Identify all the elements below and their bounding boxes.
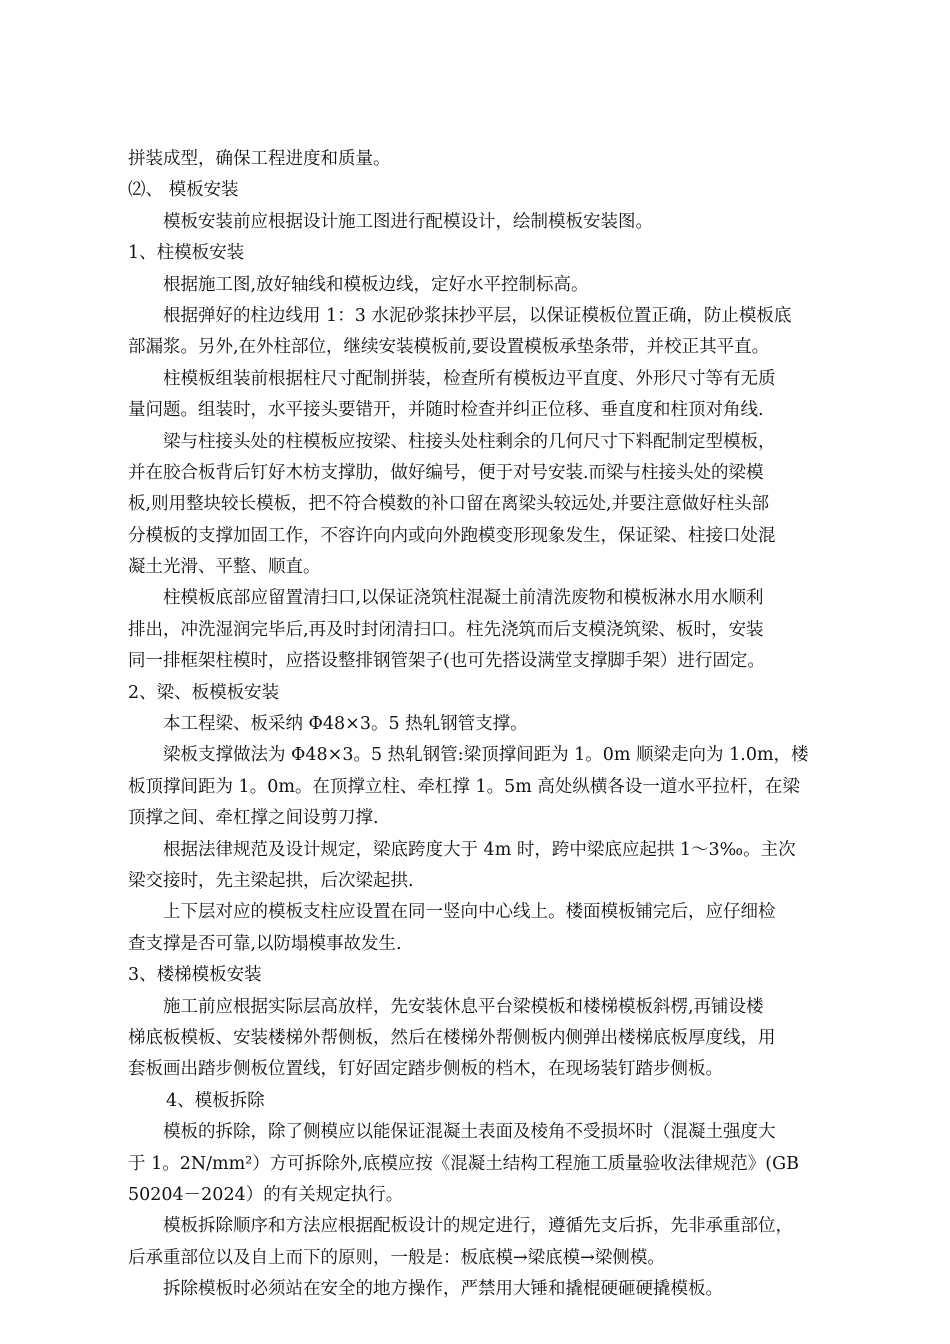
text-line: 部漏浆。另外,在外柱部位，继续安装模板前,要设置模板承垫条带，并校正其平直。 xyxy=(128,337,770,358)
text-line: 上下层对应的模板支柱应设置在同一竖向中心线上。楼面模板铺完后，应仔细检 xyxy=(163,902,776,923)
section-heading-formwork-removal: 4、模板拆除 xyxy=(166,1090,265,1111)
text-line: 板顶撑间距为 1。0m。在顶撑立柱、牵杠撑 1。5m 高处纵横各设一道水平拉杆，在梁 xyxy=(128,776,800,797)
text-line: 50204－2024）的有关规定执行。 xyxy=(128,1184,404,1205)
text-line: 柱模板底部应留置清扫口,以保证浇筑柱混凝土前清洗废物和模板淋水用水顺利 xyxy=(163,588,764,609)
text-line: 模板拆除顺序和方法应根据配板设计的规定进行，遵循先支后拆，先非承重部位， xyxy=(163,1216,793,1237)
text-line: 后承重部位以及自上而下的原则，一般是：板底模→梁底模→梁侧模。 xyxy=(128,1247,665,1268)
text-line: 套板画出踏步侧板位置线，钉好固定踏步侧板的档木，在现场装钉踏步侧板。 xyxy=(128,1059,723,1080)
text-line: 梁板支撑做法为 Φ48×3。5 热轧钢管:梁顶撑间距为 1。0m 顺梁走向为 1.0m，楼 xyxy=(163,745,809,766)
text-line: 于 1。2N/mm²）方可拆除外,底模应按《混凝土结构工程施工质量验收法律规范》(GB xyxy=(128,1153,799,1174)
text-line: 凝土光滑、平整、顺直。 xyxy=(128,557,321,578)
text-line: 量问题。组装时，水平接头要错开，并随时检查并纠正位移、垂直度和柱顶对角线. xyxy=(128,400,764,421)
section-heading-beam-slab-formwork: 2、梁、板模板安装 xyxy=(128,682,280,703)
text-line: 模板的拆除，除了侧模应以能保证混凝土表面及棱角不受损坏时（混凝土强度大 xyxy=(163,1122,776,1143)
text-line: 根据弹好的柱边线用 1：3 水泥砂浆抹抄平层，以保证模板位置正确，防止模板底 xyxy=(163,305,792,326)
text-line: 柱模板组装前根据柱尺寸配制拼装，检查所有模板边平直度、外形尺寸等有无质 xyxy=(163,368,776,389)
text-line: 施工前应根据实际层高放样，先安装休息平台梁模板和楼梯模板斜楞,再铺设楼 xyxy=(163,996,764,1017)
section-heading-stair-formwork: 3、楼梯模板安装 xyxy=(128,965,262,986)
text-line: 根据法律规范及设计规定，梁底跨度大于 4m 时，跨中梁底应起拱 1～3‰。主次 xyxy=(163,839,796,860)
text-line: 梁与柱接头处的柱模板应按梁、柱接头处柱剩余的几何尺寸下料配制定型模板， xyxy=(163,431,776,452)
text-line: 本工程梁、板采纳 Φ48×3。5 热轧钢管支撑。 xyxy=(163,714,528,735)
text-line: 梁交接时，先主梁起拱，后次梁起拱. xyxy=(128,870,414,891)
section-heading-formwork-installation: ⑵、 模板安装 xyxy=(128,180,239,201)
document-body xyxy=(128,144,840,1305)
text-line: 模板安装前应根据设计施工图进行配模设计，绘制模板安装图。 xyxy=(163,211,653,232)
text-line: 并在胶合板背后钉好木枋支撑肋，做好编号，便于对号安装.而梁与柱接头处的梁模 xyxy=(128,462,764,483)
text-line: 拆除模板时必须站在安全的地方操作，严禁用大锤和撬棍硬砸硬撬模板。 xyxy=(163,1279,723,1300)
text-line: 拼装成型，确保工程进度和质量。 xyxy=(128,149,391,169)
text-line: 板,则用整块较长模板，把不符合模数的补口留在离梁头较远处,并要注意做好柱头部 xyxy=(128,494,770,515)
text-line: 同一排框架柱模时，应搭设整排钢管架子(也可先搭设满堂支撑脚手架）进行固定。 xyxy=(128,651,765,672)
section-heading-column-formwork: 1、柱模板安装 xyxy=(128,243,245,264)
text-line: 根据施工图,放好轴线和模板边线，定好水平控制标高。 xyxy=(163,274,589,295)
text-line: 分模板的支撑加固工作，不容许向内或向外跑模变形现象发生，保证梁、柱接口处混 xyxy=(128,525,776,546)
text-line: 梯底板模板、安装楼梯外帮侧板，然后在楼梯外帮侧板内侧弹出楼梯底板厚度线，用 xyxy=(128,1027,776,1048)
text-line: 查支撑是否可靠,以防塌模事故发生. xyxy=(128,933,402,954)
text-line: 排出，冲洗湿润完毕后,再及时封闭清扫口。柱先浇筑而后支模浇筑梁、板时，安装 xyxy=(128,619,764,640)
text-line: 顶撑之间、牵杠撑之间设剪刀撑. xyxy=(128,808,379,829)
